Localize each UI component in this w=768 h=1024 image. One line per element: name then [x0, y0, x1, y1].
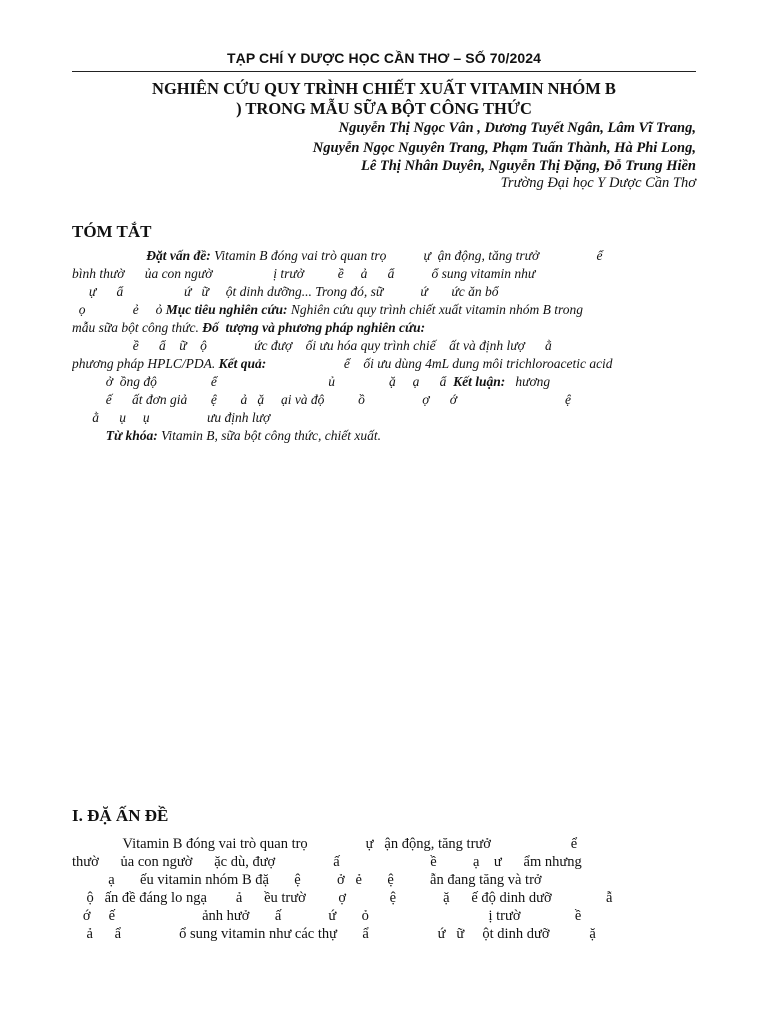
abstract-line-2: bình thườ ủa con ngườ ị trưở ề ả ẩ ổ sung vitamin như [72, 266, 536, 281]
abstract-line-1: Đặt vấn đề: Vitamin B đóng vai trò quan trọ ự ận động, tăng trưở ể [146, 248, 603, 263]
section-1-heading: I. ĐẶ ẤN ĐỀ [72, 806, 169, 825]
section-1-line-3: ạ ếu vitamin nhóm B đặ ệ ở ẻ ệ ẫn đang tăng và trở [72, 872, 542, 888]
conclusion-label: Kết luận: [453, 374, 506, 389]
authors-line-1: Nguyễn Thị Ngọc Vân , Dương Tuyết Ngân, Lâm Vĩ Trang, [338, 120, 696, 136]
authors-line-2: Nguyễn Ngọc Nguyên Trang, Phạm Tuấn Thành, Hà Phi Long, [312, 140, 696, 156]
journal-header: TẠP CHÍ Y DƯỢC HỌC CẦN THƠ – SỐ 70/2024 [226, 50, 542, 66]
header-rule [72, 71, 696, 72]
section-1-line-2: thườ ủa con ngườ ặc dù, đượ ấ ề ạ ư ẩm nhưng [72, 854, 582, 870]
paper-title-line-1: NGHIÊN CỨU QUY TRÌNH CHIẾT XUẤT VITAMIN NHÓM B [152, 79, 616, 98]
keywords-label: Từ khóa: [105, 428, 158, 443]
abstract-line-8: ở ồng độ ể ủ ặ ạ ẩ Kết luận: hương [72, 374, 551, 389]
abstract-line-9: ế ất đơn giả ệ ả ặ ại và độ ồ ợ ớ ệ [72, 392, 571, 407]
section-1-line-5: ớ ế ảnh hưở ấ ứ ỏ ị trườ ề [72, 908, 582, 924]
paper-title-line-2: ) TRONG MẪU SỮA BỘT CÔNG THỨC [236, 99, 532, 118]
abstract-line-6: ề ẩ ữ ộ ức đượ ối ưu hóa quy trình chiế ất và định lượ ằ [72, 338, 552, 353]
section-1-line-6: ả ẩ ổ sung vitamin như các thự ẩ ứ ữ ột dinh dưỡ ặ [72, 926, 596, 942]
abstract-line-4: ọ ẻ ỏ Mục tiêu nghiên cứu: Nghiên cứu quy trình chiết xuất vitamin nhóm B trong [72, 302, 584, 317]
abstract-line-5: mẫu sữa bột công thức. Đố tượng và phương pháp nghiên cứu: [72, 320, 426, 335]
abstract-line-7: phương pháp HPLC/PDA. Kết quả: ể ối ưu dùng 4mL dung môi trichloroacetic acid [72, 356, 613, 371]
section-1-line-1: Vitamin B đóng vai trò quan trọ ự ận động, tăng trưở ể [72, 836, 578, 852]
keywords-line: Từ khóa: Vitamin B, sữa bột công thức, chiết xuất. [105, 428, 382, 443]
authors-line-3: Lê Thị Nhân Duyên, Nguyễn Thị Đặng, Đỗ Trung Hiền [360, 158, 696, 174]
section-1-line-4: ộ ấn đề đáng lo ngạ ả ều trườ ợ ệ ặ ế độ dinh dưỡ ẫ [72, 890, 613, 906]
affiliation: Trường Đại học Y Dược Cần Thơ [500, 175, 696, 191]
abstract-heading: TÓM TẮT [72, 222, 152, 241]
results-label: Kết quả: [218, 356, 267, 371]
objective-label: Mục tiêu nghiên cứu: [165, 302, 288, 317]
background-label: Đặt vấn đề: [146, 248, 211, 263]
abstract-line-10: ằ ụ ụ ưu định lượ [72, 410, 271, 425]
methods-label: Đố tượng và phương pháp nghiên cứu: [202, 320, 426, 335]
abstract-line-3: ự ẩ ứ ữ ột dinh dưỡng... Trong đó, sữ ứ ức ăn bổ [72, 284, 499, 299]
